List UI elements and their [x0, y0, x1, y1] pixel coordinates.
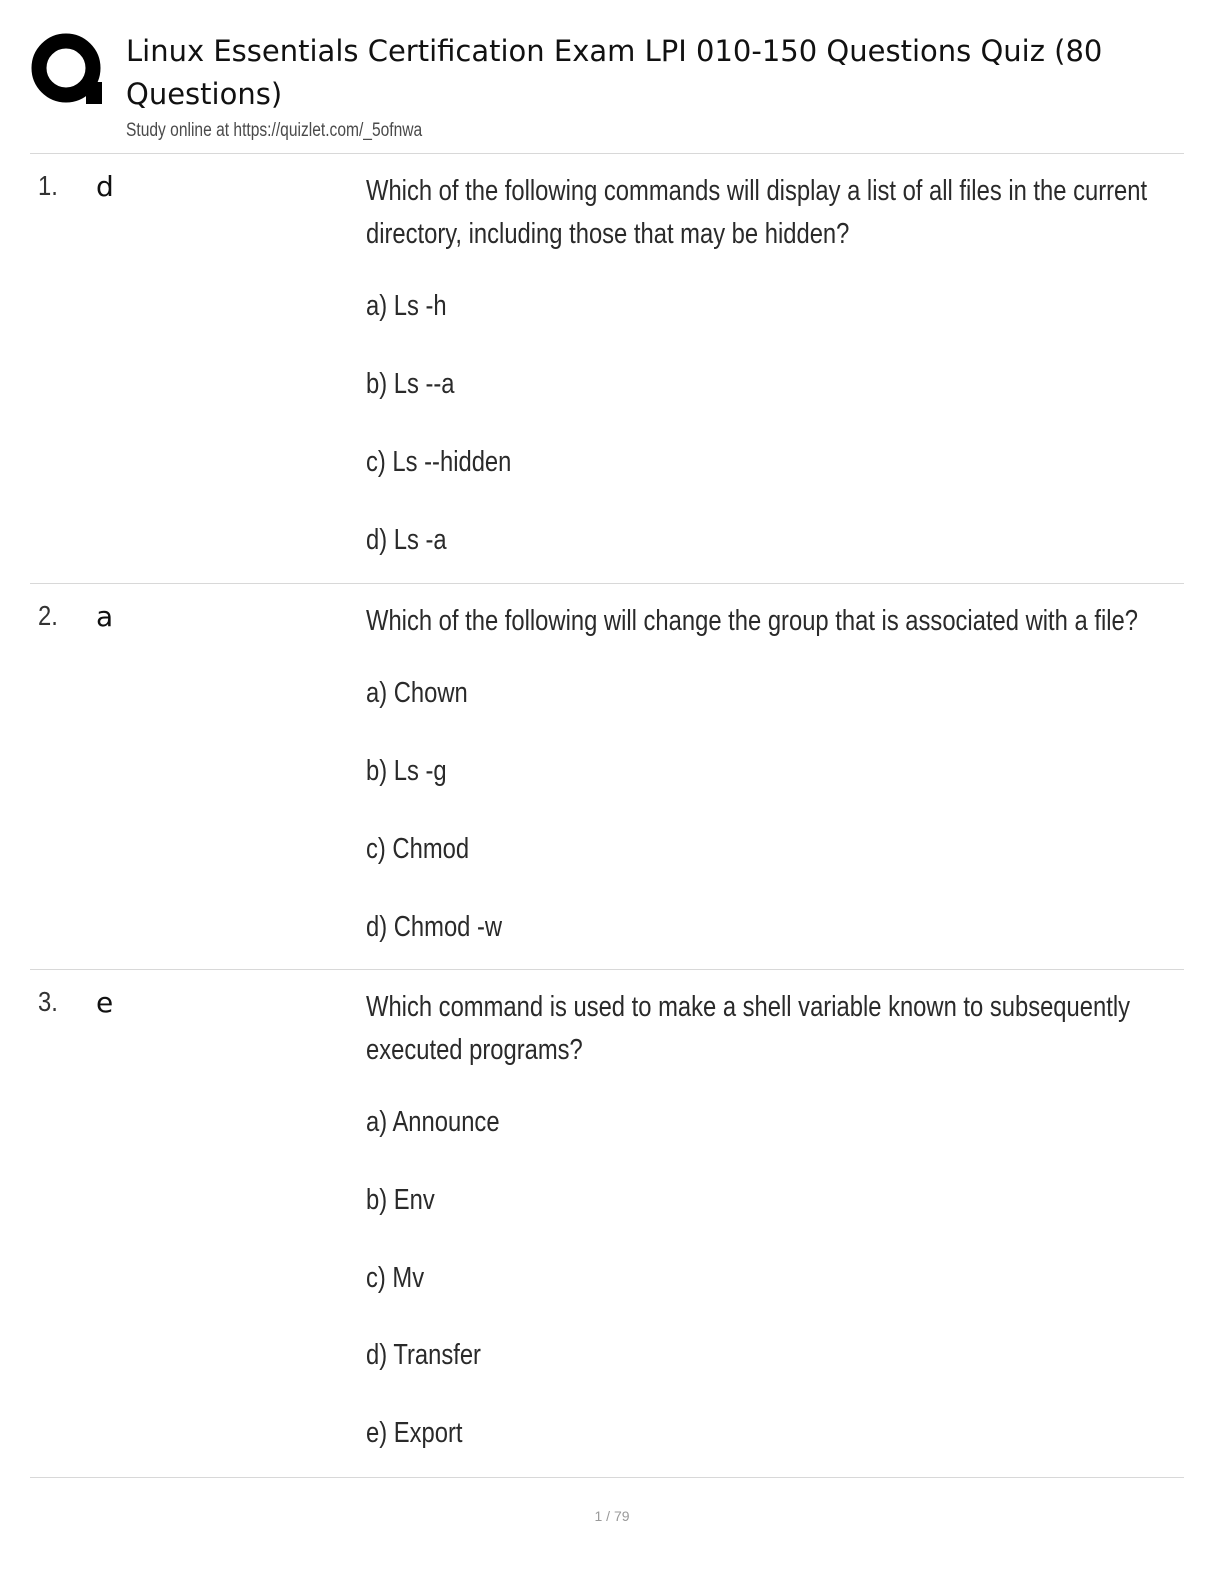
question-number: 2. [38, 600, 58, 631]
divider [30, 969, 1184, 970]
option-d: d) Ls -a [366, 524, 447, 556]
option-b: b) Ls --a [366, 368, 455, 400]
answer-term: d [96, 170, 114, 203]
answer-term: e [96, 986, 114, 1019]
question-card-3 [30, 986, 1184, 1466]
option-b: b) Ls -g [366, 755, 447, 787]
option-a: a) Announce [366, 1106, 500, 1138]
document-header [30, 30, 1190, 152]
option-c: c) Ls --hidden [366, 446, 512, 478]
option-c: c) Chmod [366, 833, 470, 865]
option-d: d) Chmod -w [366, 911, 503, 943]
question-definition [366, 600, 1224, 943]
question-definition [366, 170, 1224, 556]
question-number: 1. [38, 170, 58, 201]
option-a: a) Chown [366, 677, 468, 709]
option-a: a) Ls -h [366, 290, 447, 322]
option-c: c) Mv [366, 1262, 425, 1294]
divider [30, 153, 1184, 154]
option-e: e) Export [366, 1417, 463, 1449]
divider [30, 583, 1184, 584]
question-card-1 [30, 170, 1184, 570]
option-b: b) Env [366, 1184, 435, 1216]
question-text: Which of the following will change the group that is associated with a file? [366, 605, 1138, 637]
page-title: Linux Essentials Certification Exam LPI 010-150 Questions Quiz (80 Questions) [126, 34, 1103, 111]
study-online-link[interactable]: Study online at https://quizlet.com/_5ofnwa [126, 120, 423, 141]
answer-term: a [96, 600, 114, 633]
quizlet-logo-icon [30, 32, 106, 108]
question-card-2 [30, 600, 1184, 960]
question-text: Which command is used to make a shell variable known to subsequently executed programs? [366, 991, 1130, 1066]
question-text: Which of the following commands will display a list of all files in the current directory, including those that may be hidden? [366, 175, 1148, 250]
divider [30, 1477, 1184, 1478]
option-d: d) Transfer [366, 1339, 481, 1371]
question-number: 3. [38, 986, 58, 1017]
question-definition [366, 986, 1224, 1449]
page-number: 1 / 79 [594, 1508, 630, 1524]
